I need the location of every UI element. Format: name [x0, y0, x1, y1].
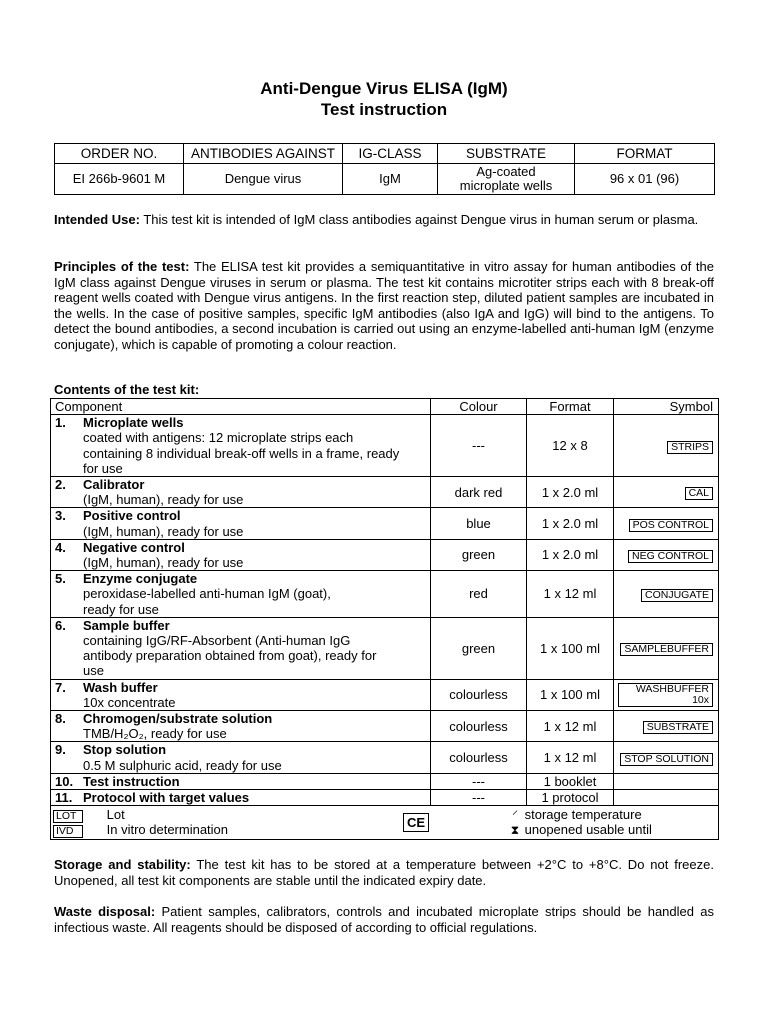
row-number: 11.: [55, 790, 73, 806]
row-name: Stop solution: [83, 742, 167, 758]
order-value-ig-class: IgM: [343, 164, 438, 195]
row-number: 2.: [55, 477, 66, 493]
row-format: 1 booklet: [527, 773, 614, 789]
row-colour: colourless: [431, 679, 527, 710]
ivd-symbol: IVD: [53, 825, 83, 838]
ivd-text: In vitro determination: [106, 822, 229, 838]
contents-row-enzyme-conjugate: [51, 571, 719, 618]
order-header-antibodies: ANTIBODIES AGAINST: [184, 144, 343, 164]
row-name: Negative control: [83, 539, 185, 555]
row-description: (IgM, human), ready for use: [83, 555, 244, 571]
principles-label: Principles of the test:: [54, 259, 190, 274]
row-description: 0.5 M sulphuric acid, ready for use: [83, 757, 282, 773]
row-format: 1 x 2.0 ml: [527, 539, 614, 570]
row-number: 10.: [55, 773, 74, 789]
title-line-1: Anti-Dengue Virus ELISA (IgM): [260, 79, 508, 98]
row-name: Wash buffer: [83, 679, 158, 695]
symbol-legend: [53, 807, 716, 838]
order-value-order-no: EI 266b-9601 M: [55, 164, 184, 195]
row-number: 4.: [55, 539, 66, 555]
order-table: [54, 143, 715, 195]
row-number: 9.: [55, 742, 66, 758]
order-header-format: FORMAT: [575, 144, 715, 164]
row-format: 1 protocol: [527, 790, 614, 806]
symbol-pos-control: POS CONTROL: [629, 519, 713, 532]
contents-row-microplate-wells: [51, 415, 719, 477]
row-symbol-empty: [614, 790, 719, 806]
symbol-samplebuffer: SAMPLEBUFFER: [620, 643, 713, 656]
row-colour: dark red: [431, 477, 527, 508]
legend-storage: [509, 807, 642, 823]
order-value-substrate: Ag-coated microplate wells: [438, 164, 575, 195]
row-description: TMB/H₂O₂, ready for use: [83, 726, 227, 742]
usable-text: unopened usable until: [524, 822, 652, 838]
order-header-order-no: ORDER NO.: [55, 144, 184, 164]
storage-label: Storage and stability:: [54, 857, 191, 872]
row-name: Microplate wells: [83, 415, 184, 431]
symbol-stop-solution: STOP SOLUTION: [620, 753, 713, 766]
storage-text: storage temperature: [524, 807, 642, 823]
symbol-strips: STRIPS: [667, 441, 713, 454]
title-line-2: Test instruction: [320, 100, 448, 119]
waste-paragraph: [54, 904, 714, 935]
contents-header-colour: Colour: [431, 399, 527, 415]
row-name: Sample buffer: [83, 617, 170, 633]
ce-mark: [403, 813, 429, 832]
row-format: 1 x 100 ml: [527, 617, 614, 679]
legend-usable: [509, 822, 652, 838]
symbol-cal: CAL: [685, 487, 713, 500]
symbol-substrate: SUBSTRATE: [643, 721, 713, 734]
contents-row-negative-control: [51, 539, 719, 570]
row-name: Chromogen/substrate solution: [83, 711, 273, 727]
waste-label: Waste disposal:: [54, 904, 156, 919]
row-description: 10x concentrate: [83, 694, 176, 710]
document-title: [0, 78, 768, 120]
row-description: (IgM, human), ready for use: [83, 492, 244, 508]
row-number: 8.: [55, 711, 66, 727]
symbol-washbuffer: WASHBUFFER 10x: [618, 683, 713, 707]
order-header-substrate: SUBSTRATE: [438, 144, 575, 164]
lot-symbol: LOT: [53, 810, 83, 823]
row-name: Positive control: [83, 508, 181, 524]
contents-row-calibrator: [51, 477, 719, 508]
contents-row-stop-solution: [51, 742, 719, 773]
row-name: Enzyme conjugate: [83, 571, 198, 587]
row-format: 1 x 12 ml: [527, 742, 614, 773]
contents-row-protocol: [51, 790, 719, 806]
row-name: Protocol with target values: [83, 790, 250, 806]
order-value-antibodies: Dengue virus: [184, 164, 343, 195]
symbol-conjugate: CONJUGATE: [641, 589, 713, 602]
row-colour: colourless: [431, 711, 527, 742]
contents-header-row: [51, 399, 719, 415]
contents-row-sample-buffer: [51, 617, 719, 679]
row-format: 1 x 2.0 ml: [527, 477, 614, 508]
row-number: 3.: [55, 508, 66, 524]
row-format: 1 x 12 ml: [527, 571, 614, 618]
row-name: Test instruction: [83, 773, 180, 789]
principles-text: The ELISA test kit provides a semiquantitative in vitro assay for human antibodies of the IgM class against Dengue viruses in serum or plasma. The test kit contains microtiter strips each with 8 break-off reagent wells coated with Dengue virus antigens. In the first reaction step, diluted patient samples are incubated in the wells. In the case of positive samples, specific IgM antibodies (also IgA and IgG) will bind to the antigens. To detect the bound antibodies, a second incubation is carried out using an enzyme-labelled anti-human IgM (enzyme conjugate), which is capable of promoting a colour reaction.: [54, 259, 714, 352]
row-description: peroxidase-labelled anti-human IgM (goat), ready for use: [83, 586, 331, 617]
row-format: 1 x 100 ml: [527, 679, 614, 710]
row-format: 1 x 12 ml: [527, 711, 614, 742]
legend-ivd: [53, 822, 228, 838]
row-colour: ---: [431, 415, 527, 477]
symbol-neg-control: NEG CONTROL: [628, 550, 713, 563]
row-description: (IgM, human), ready for use: [83, 523, 244, 539]
row-symbol-empty: [614, 773, 719, 789]
row-colour: ---: [431, 790, 527, 806]
contents-legend-row: [51, 806, 719, 840]
row-colour: red: [431, 571, 527, 618]
intended-use-text: This test kit is intended of IgM class antibodies against Dengue virus in human serum or plasma.: [139, 212, 699, 227]
contents-title: Contents of the test kit:: [54, 382, 200, 397]
contents-header-format: Format: [527, 399, 614, 415]
storage-paragraph: [54, 857, 714, 888]
hourglass-icon: ⧗: [510, 823, 520, 838]
order-header-ig-class: IG-CLASS: [343, 144, 438, 164]
row-name: Calibrator: [83, 477, 145, 493]
intended-use-label: Intended Use:: [54, 212, 140, 227]
row-colour: green: [431, 539, 527, 570]
contents-row-test-instruction: [51, 773, 719, 789]
contents-row-wash-buffer: [51, 679, 719, 710]
row-colour: blue: [431, 508, 527, 539]
contents-row-positive-control: [51, 508, 719, 539]
lot-text: Lot: [106, 807, 125, 823]
legend-lot: [53, 807, 125, 823]
row-description: containing IgG/RF-Absorbent (Anti-human IgG antibody preparation obtained from goat), ready for use: [83, 633, 377, 679]
row-colour: green: [431, 617, 527, 679]
row-colour: colourless: [431, 742, 527, 773]
waste-text: Patient samples, calibrators, controls and incubated microplate strips should be handled as infectious waste. All reagents should be disposed of according to official regulations.: [54, 904, 714, 935]
row-format: 1 x 2.0 ml: [527, 508, 614, 539]
principles-paragraph: [54, 259, 714, 352]
row-colour: ---: [431, 773, 527, 789]
order-value-format: 96 x 01 (96): [575, 164, 715, 195]
row-number: 1.: [55, 415, 66, 431]
thermometer-icon: ⸍: [511, 808, 518, 823]
contents-table: [50, 398, 719, 840]
row-number: 5.: [55, 571, 66, 587]
ce-mark-text: CE: [403, 813, 429, 832]
contents-header-symbol: Symbol: [614, 399, 719, 415]
row-number: 6.: [55, 617, 66, 633]
storage-text: The test kit has to be stored at a temperature between +2°C to +8°C. Do not freeze. Unopened, all test kit components are stable until the indicated expiry date.: [54, 857, 714, 888]
intended-use-paragraph: [54, 212, 714, 228]
row-number: 7.: [55, 679, 66, 695]
order-table-header-row: [55, 144, 715, 164]
contents-row-chromogen-substrate: [51, 711, 719, 742]
contents-header-component: Component: [51, 399, 431, 415]
row-format: 12 x 8: [527, 415, 614, 477]
order-table-value-row: [55, 164, 715, 195]
row-description: coated with antigens: 12 microplate strips each containing 8 individual break-off wells in a frame, ready for use: [83, 430, 400, 476]
